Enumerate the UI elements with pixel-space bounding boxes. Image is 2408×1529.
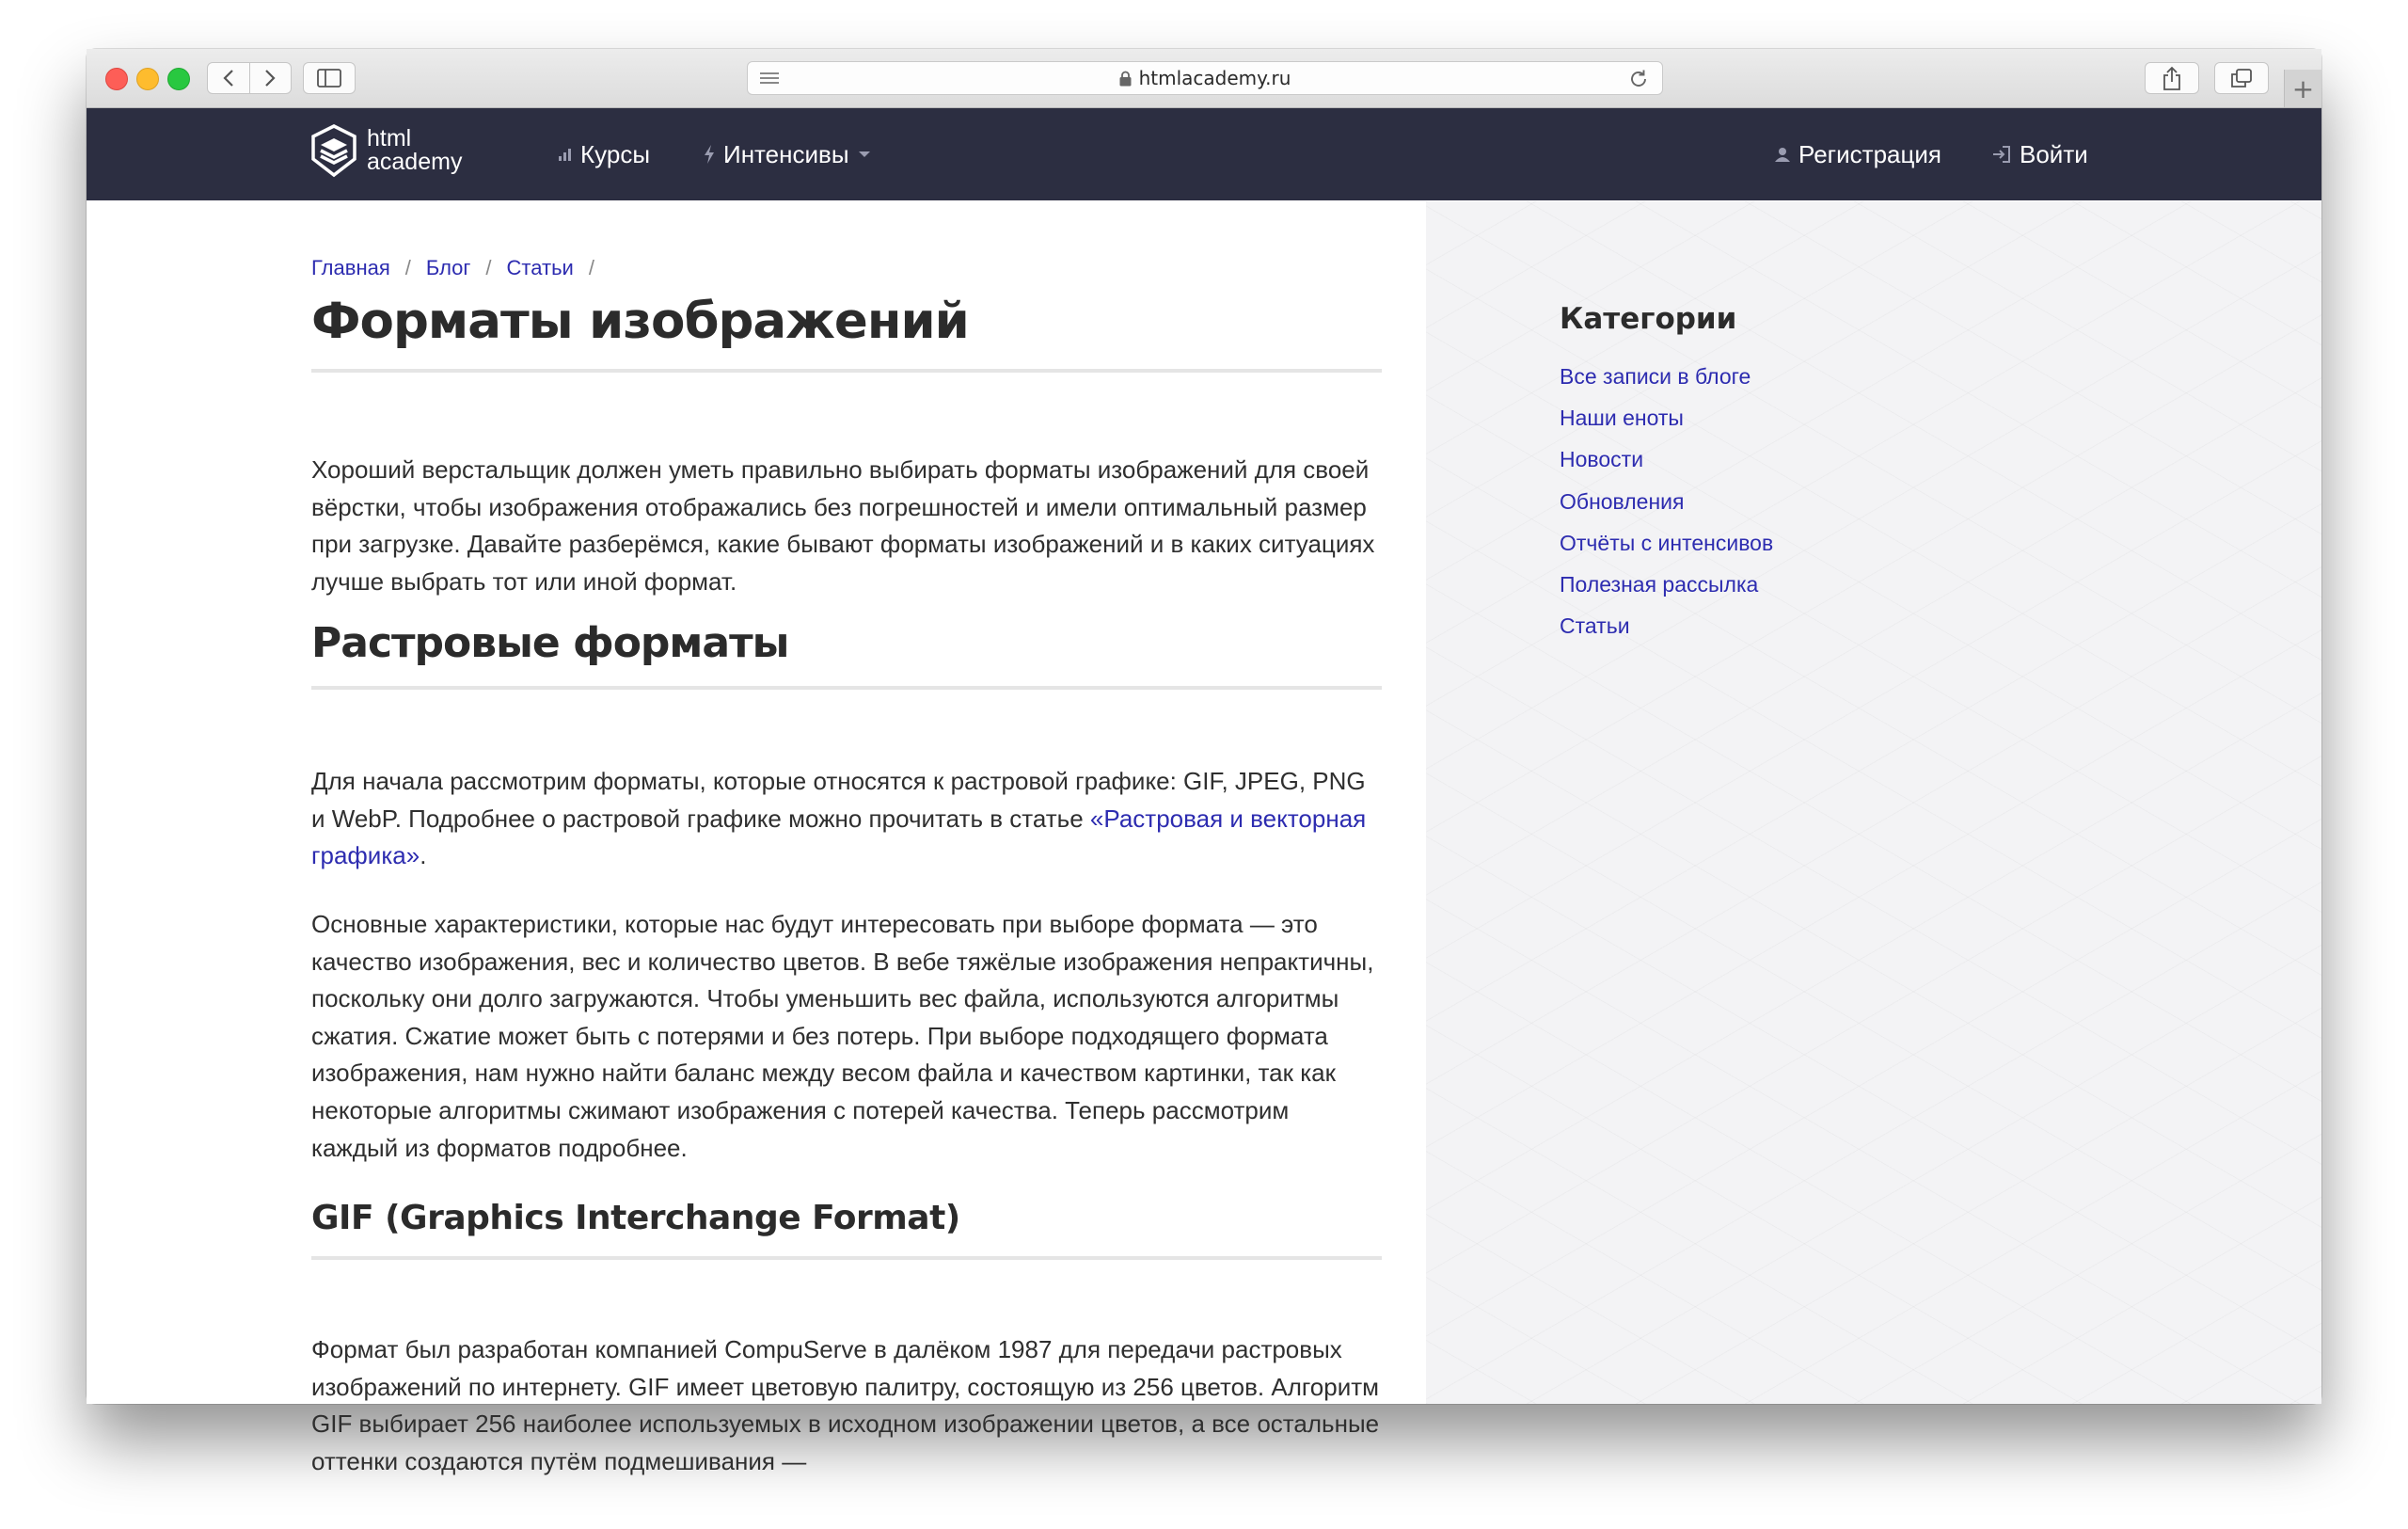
category-item xyxy=(1560,404,1773,445)
category-item xyxy=(1560,612,1773,653)
address-bar[interactable] xyxy=(747,61,1663,95)
nav-courses[interactable] xyxy=(559,108,650,200)
category-updates[interactable]: Обновления xyxy=(1560,488,1685,514)
raster-paragraph-1-text: Для начала рассмотрим форматы, которые относятся к растровой графике: GIF, JPEG, PNG и WebP. Подробнее о растровой графике можно прочитать в статье xyxy=(311,767,1366,833)
article-intro: Хороший верстальщик должен уметь правильно выбирать форматы изображений для своей вёрстки, чтобы изображения отображались без погрешностей и имели оптимальный размер при загрузке. Давайте разберёмся, какие бывают форматы изображений и в каких ситуациях лучше выбрать тот или иной формат. xyxy=(311,455,1375,596)
category-all-posts[interactable]: Все записи в блоге xyxy=(1560,364,1751,389)
nav-intensives[interactable] xyxy=(704,108,871,200)
browser-toolbar xyxy=(87,49,2321,108)
nav-intensives-label: Интенсивы xyxy=(723,139,849,168)
raster-vector-article-link[interactable]: «Растровая и векторная графика» xyxy=(311,804,1367,870)
category-item xyxy=(1560,570,1773,612)
breadcrumb-home[interactable]: Главная xyxy=(311,256,390,279)
forward-icon xyxy=(263,69,277,88)
category-raccoons[interactable]: Наши еноты xyxy=(1560,406,1684,431)
site-header xyxy=(87,108,2321,200)
categories-title: Категории xyxy=(1560,302,1737,336)
breadcrumb xyxy=(311,256,594,280)
category-item xyxy=(1560,487,1773,529)
category-item xyxy=(1560,529,1773,570)
share-button[interactable] xyxy=(2145,62,2199,94)
nav-login[interactable] xyxy=(1992,108,2088,200)
plus-icon: + xyxy=(2291,72,2315,104)
category-intensive-reports[interactable]: Отчёты с интенсивов xyxy=(1560,530,1774,555)
history-nav-group xyxy=(207,62,292,94)
share-icon xyxy=(2162,66,2181,90)
lightning-icon xyxy=(704,145,715,164)
user-icon xyxy=(1775,147,1790,162)
close-window-button[interactable] xyxy=(105,68,128,90)
category-news[interactable]: Новости xyxy=(1560,447,1644,472)
chevron-down-icon xyxy=(858,150,871,159)
site-logo[interactable] xyxy=(310,124,462,177)
browser-window xyxy=(87,49,2321,1475)
category-item xyxy=(1560,445,1773,486)
gif-paragraph-1: Формат был разработан компанией CompuServe в далёком 1987 для передачи растровых изображений по интернету. GIF имеет цветовую палитру, состоящую из 256 цветов. Алгоритм GIF выбирает 256 наиболее используемых в исходном изображении цветов, а все остальные оттенки создаются путём подмешивания — xyxy=(311,1335,1380,1475)
chart-icon xyxy=(559,148,572,161)
category-articles[interactable]: Статьи xyxy=(1560,613,1630,639)
categories-list xyxy=(1560,362,1773,653)
breadcrumb-separator: / xyxy=(588,256,594,279)
raster-paragraph-1 xyxy=(311,763,1382,875)
sidebar-toggle-button[interactable] xyxy=(303,62,356,94)
new-tab-button[interactable] xyxy=(2284,70,2321,107)
login-icon xyxy=(1992,146,2011,163)
nav-register-label: Регистрация xyxy=(1798,139,1941,168)
page-title: Форматы изображений xyxy=(311,288,1382,373)
forward-button[interactable] xyxy=(250,63,292,93)
breadcrumb-separator: / xyxy=(485,256,492,279)
nav-login-label: Войти xyxy=(2020,139,2088,168)
nav-courses-label: Курсы xyxy=(580,139,651,168)
breadcrumb-articles[interactable]: Статьи xyxy=(506,256,574,279)
zoom-window-button[interactable] xyxy=(167,68,190,90)
raster-formats-heading: Растровые форматы xyxy=(311,614,1382,690)
lock-icon xyxy=(1119,71,1132,87)
nav-register[interactable] xyxy=(1775,108,1941,200)
tabs-icon xyxy=(2231,69,2252,88)
raster-paragraph-2: Основные характеристики, которые нас будут интересовать при выборе формата — это качество изображения, вес и количество цветов. В вебе тяжёлые изображения непрактичны, поскольку они долго загружаются. Чтобы уменьшить вес файла, используются алгоритмы сжатия. Сжатие может быть с потерями и без потерь. При выборе подходящего формата изображения, нам нужно найти баланс между весом файла и качеством картинки, так как некоторые алгоритмы сжимают изображения с потерей качества. Теперь рассмотрим каждый из форматов подробнее. xyxy=(311,910,1374,1162)
back-icon xyxy=(222,69,235,88)
category-item xyxy=(1560,362,1773,404)
show-tabs-button[interactable] xyxy=(2214,62,2269,94)
logo-icon xyxy=(310,124,357,177)
breadcrumb-blog[interactable]: Блог xyxy=(425,256,471,279)
main-column xyxy=(87,201,1426,1475)
url-text: htmlacademy.ru xyxy=(1138,67,1291,89)
logo-text-line2: academy xyxy=(367,149,463,175)
breadcrumb-separator: / xyxy=(404,256,411,279)
back-button[interactable] xyxy=(208,63,250,93)
sidebar-icon xyxy=(317,69,341,88)
raster-paragraph-1-end: . xyxy=(420,841,427,870)
reload-icon[interactable] xyxy=(1628,69,1649,89)
gif-heading: GIF (Graphics Interchange Format) xyxy=(311,1194,1382,1260)
page-content xyxy=(87,201,2321,1475)
minimize-window-button[interactable] xyxy=(136,68,159,90)
logo-text-line1: html xyxy=(367,125,412,151)
category-newsletter[interactable]: Полезная рассылка xyxy=(1560,571,1759,597)
